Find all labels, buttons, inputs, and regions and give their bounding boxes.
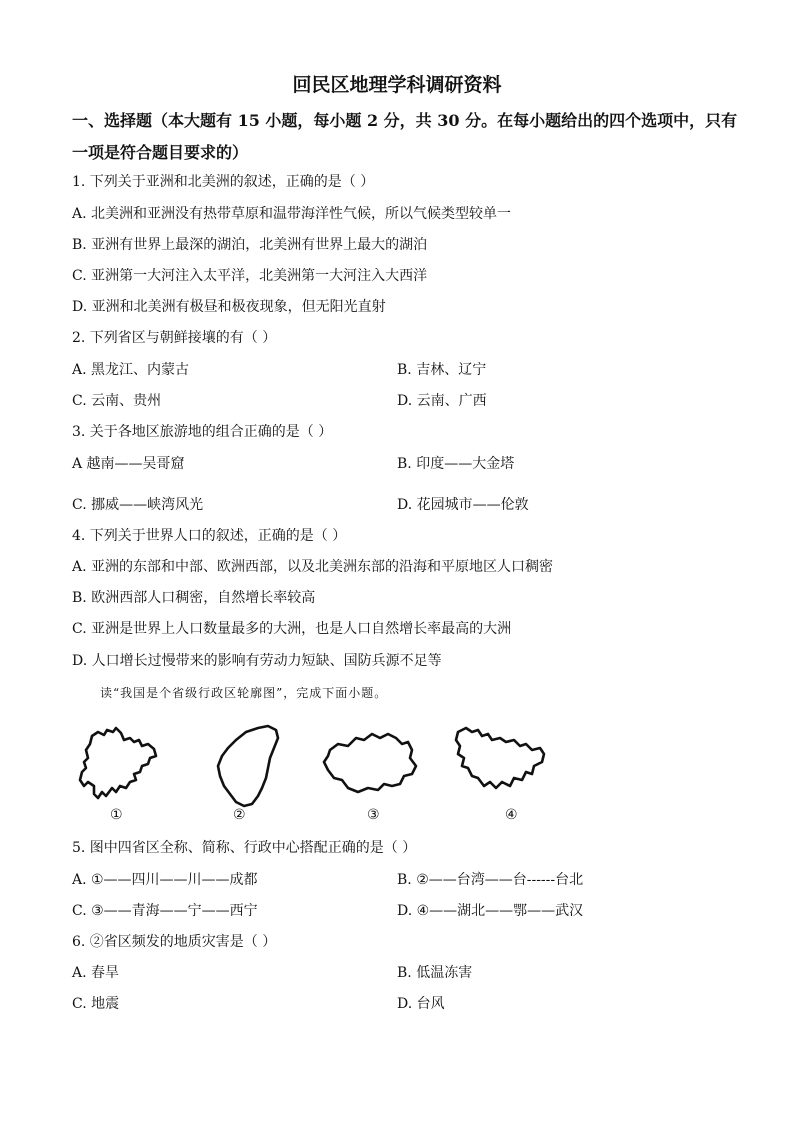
section-heading-line1: 一、选择题（本大题有 15 小题，每小题 2 分，共 30 分。在每小题给出的四个选项中，只有 (72, 111, 738, 130)
question-1-stem: 1. 下列关于亚洲和北美洲的叙述，正确的是（ ） (72, 174, 375, 190)
question-1-option-a: A. 北美洲和亚洲没有热带草原和温带海洋性气候，所以气候类型较单一 (72, 206, 512, 222)
question-3-option-c: C. 挪威——峡湾风光 (72, 497, 204, 513)
question-4-option-d: D. 人口增长过慢带来的影响有劳动力短缺、国防兵源不足等 (72, 653, 442, 669)
question-3-option-b: B. 印度——大金塔 (397, 456, 515, 472)
question-1-option-d: D. 亚洲和北美洲有极昼和极夜现象，但无阳光直射 (72, 299, 386, 315)
question-6-option-b: B. 低温冻害 (397, 965, 473, 981)
province-outline-4-icon (448, 722, 552, 804)
figure-instruction: 读“我国是个省级行政区轮廓图”，完成下面小题。 (100, 686, 388, 700)
question-1-option-b: B. 亚洲有世界上最深的湖泊，北美洲有世界上最大的湖泊 (72, 237, 428, 253)
question-1-option-c: C. 亚洲第一大河注入太平洋，北美洲第一大河注入大西洋 (72, 268, 428, 284)
question-2-option-b: B. 吉林、辽宁 (397, 362, 487, 378)
question-4-option-c: C. 亚洲是世界上人口数量最多的大洲，也是人口自然增长率最高的大洲 (72, 621, 512, 637)
question-4-stem: 4. 下列关于世界人口的叙述，正确的是（ ） (72, 528, 347, 544)
province-outline-1-icon (76, 722, 166, 806)
question-4-option-b: B. 欧洲西部人口稠密，自然增长率较高 (72, 590, 316, 606)
question-3-option-a: A 越南——吴哥窟 (72, 456, 185, 472)
question-5-stem: 5. 图中四省区全称、简称、行政中心搭配正确的是（ ） (72, 840, 417, 856)
question-6-stem: 6. ②省区频发的地质灾害是（ ） (72, 934, 277, 950)
question-5-option-d: D. ④——湖北——鄂——武汉 (397, 903, 584, 919)
question-2-option-d: D. 云南、广西 (397, 393, 487, 409)
map-label-3: ③ (367, 807, 380, 823)
map-label-1: ① (110, 807, 123, 823)
question-4-option-a: A. 亚洲的东部和中部、欧洲西部，以及北美洲东部的沿海和平原地区人口稠密 (72, 559, 554, 575)
province-outline-2-icon (210, 722, 286, 810)
question-3-stem: 3. 关于各地区旅游地的组合正确的是（ ） (72, 424, 333, 440)
question-2-option-c: C. 云南、贵州 (72, 393, 162, 409)
question-5-option-c: C. ③——青海——宁——西宁 (72, 903, 258, 919)
map-label-4: ④ (505, 807, 518, 823)
question-6-option-c: C. 地震 (72, 996, 120, 1012)
question-2-stem: 2. 下列省区与朝鲜接壤的有（ ） (72, 330, 277, 346)
question-6-option-d: D. 台风 (397, 996, 445, 1012)
question-5-option-b: B. ②——台湾——台------台北 (397, 872, 584, 888)
question-3-option-d: D. 花园城市——伦敦 (397, 497, 529, 513)
page-title: 回民区地理学科调研资料 (292, 74, 502, 96)
province-outline-3-icon (318, 726, 422, 802)
map-label-2: ② (233, 807, 246, 823)
question-5-option-a: A. ①——四川——川——成都 (72, 872, 258, 888)
section-heading-line2: 一项是符合题目要求的） (72, 143, 249, 162)
question-2-option-a: A. 黑龙江、内蒙古 (72, 362, 190, 378)
question-6-option-a: A. 春旱 (72, 965, 120, 981)
